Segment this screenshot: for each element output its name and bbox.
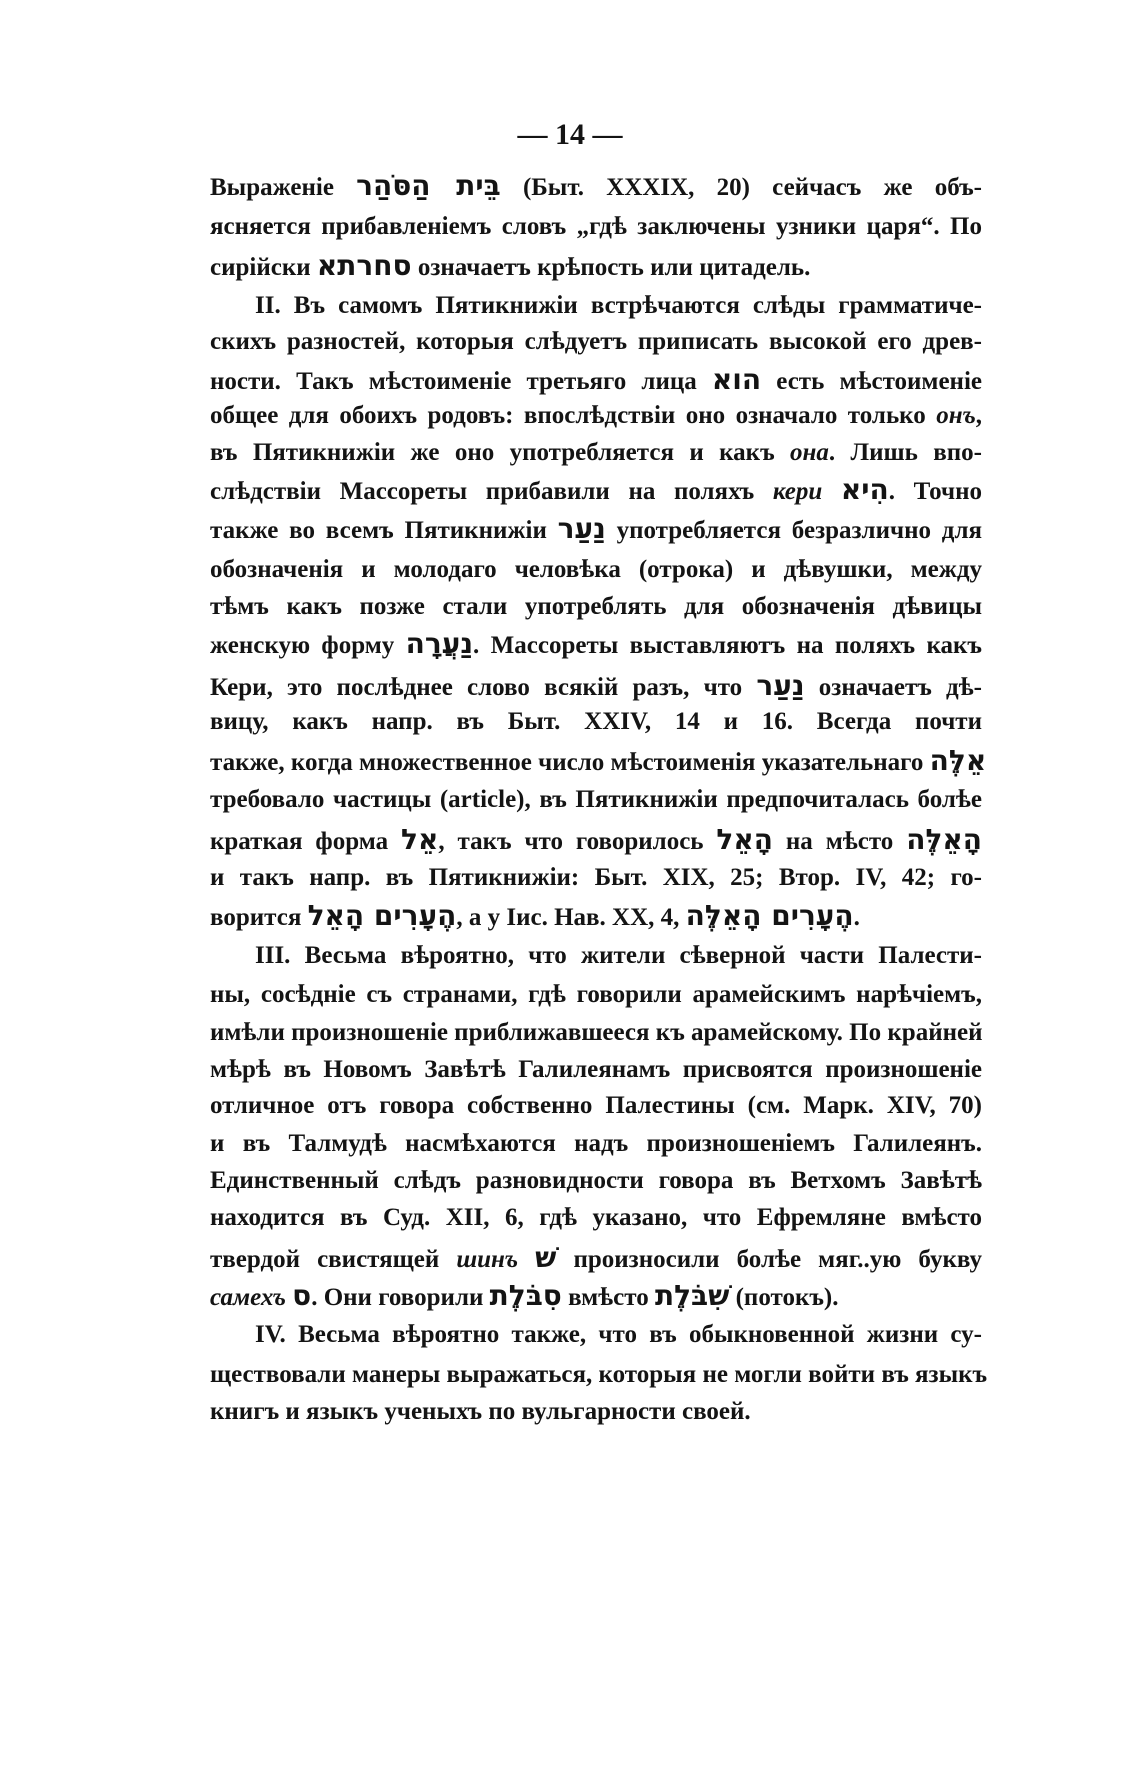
text-run: ясняется прибавленіемъ словъ „гдѣ заключены узники царя“. По (210, 213, 982, 240)
text-run: и такъ напр. въ Пятикнижіи: Быт. XIX, 25; Втор. IV, 42; го- (210, 864, 982, 891)
text-run: тѣмъ какъ позже стали употреблять для обозначенія дѣвицы (210, 593, 982, 620)
text-run: краткая форма (210, 828, 401, 855)
text-run: ности. Такъ мѣстоименіе третьяго лица (210, 368, 712, 395)
text-line (210, 669, 983, 702)
text-run: и въ Талмудѣ насмѣхаются надъ произношеніемъ Галилеянъ. (210, 1130, 982, 1157)
hebrew-word: סחרתא (316, 249, 412, 282)
text-line (210, 403, 982, 428)
text-run: скихъ разностей, которыя слѣдуетъ приписать высокой его древ- (210, 328, 982, 355)
text-run: Кери, это послѣднее слово всякій разъ, что (210, 674, 757, 701)
text-run: твердой свистящей (210, 1246, 457, 1273)
text-run: ны, сосѣдніе съ странами, гдѣ говорили арамейскимъ нарѣчіемъ, (210, 981, 982, 1008)
text-line (210, 865, 982, 890)
text-run: ворится (210, 904, 308, 931)
text-run: Единственный слѣдъ разновидности говора въ Ветхомъ Завѣтѣ (210, 1167, 982, 1194)
hebrew-word: ס (292, 1279, 312, 1312)
text-run: , такъ что говорилось (438, 828, 717, 855)
text-line (210, 1241, 982, 1274)
text-run: на мѣсто (772, 828, 907, 855)
text-line (210, 1168, 982, 1193)
text-line (210, 1279, 982, 1312)
text-run: ществовали манеры выражаться, которыя не могли войти въ языкъ (210, 1361, 988, 1388)
italic-term: шинъ (456, 1246, 519, 1273)
text-line (210, 1205, 982, 1230)
text-run: также во всемъ Пятикнижіи (210, 517, 558, 544)
text-line (210, 982, 982, 1007)
text-run: произносили болѣе мяг..ую букву (556, 1246, 982, 1273)
hebrew-word: הִיא (840, 473, 889, 506)
text-line (210, 512, 982, 545)
text-line (210, 473, 982, 506)
text-run: (потокъ). (729, 1284, 839, 1311)
text-run: есть мѣстоименіе (761, 368, 982, 395)
text-run: вицу, какъ напр. въ Быт. XXIV, 14 и 16. Всегда почти (210, 708, 982, 735)
text-run: . Они говорили (311, 1284, 490, 1311)
text-line (210, 1020, 982, 1045)
hebrew-word: שׁ (535, 1241, 557, 1274)
text-run: женскую форму (210, 632, 406, 659)
text-line (210, 1361, 988, 1388)
text-run: . Точно (888, 478, 982, 505)
text-line (210, 249, 982, 282)
text-run: (Быт. XXXIX, 20) сейчасъ же объ- (500, 174, 982, 201)
text-line (210, 1399, 982, 1424)
text-run (518, 1246, 535, 1273)
hebrew-word: סִבֹּלֶת (489, 1279, 562, 1312)
text-run: . Массореты выставляютъ на поляхъ какъ (473, 632, 982, 659)
hebrew-word: הוא (711, 363, 762, 396)
text-run: отличное отъ говора собственно Палестины (см. Марк. XIV, 70) (210, 1092, 982, 1119)
text-line (210, 1131, 982, 1156)
text-run: общее для обоихъ родовъ: впослѣдствіи оно означало только (210, 402, 937, 429)
hebrew-word: נַעַר (756, 669, 805, 702)
text-line (210, 169, 982, 202)
text-line (210, 214, 982, 239)
text-run: слѣдствіи Массореты прибавили на поляхъ (210, 478, 773, 505)
text-run: требовало частицы (article), въ Пятикнижіи предпочиталась болѣе (210, 786, 982, 813)
text-run: означаетъ дѣ- (804, 674, 983, 701)
text-run: . (853, 904, 860, 931)
hebrew-word: שִׁבֹּלֶת (654, 1279, 730, 1312)
text-run: . Лишь впо- (828, 439, 982, 466)
text-line (255, 1322, 982, 1347)
text-run: II. Въ самомъ Пятикнижіи встрѣчаются слѣды грамматиче- (255, 292, 982, 319)
text-line (210, 1057, 982, 1082)
text-run: IV. Весьма вѣроятно также, что въ обыкновенной жизни су- (255, 1321, 982, 1348)
text-line (210, 1093, 982, 1118)
text-line (255, 293, 982, 318)
hebrew-word: הָאֵלֶּה (906, 823, 982, 856)
hebrew-word: בֵּית הַסֹּהַר (356, 169, 501, 202)
hebrew-word: נַעֲרָה (405, 627, 474, 660)
text-line (210, 594, 982, 619)
text-line (210, 709, 982, 734)
hebrew-word: נַעַר (557, 512, 606, 545)
text-run: Выраженіе (210, 174, 357, 201)
text-line (210, 557, 982, 582)
page-number: — 14 — (517, 118, 623, 151)
hebrew-word: הֶעָרִים הָאֵל (307, 899, 457, 932)
text-line (210, 627, 982, 660)
text-run: III. Весьма вѣроятно, что жители сѣверной части Палести- (255, 942, 982, 969)
hebrew-word: אֵלֶּה (929, 744, 987, 777)
text-run: находится въ Суд. XII, 6, гдѣ указано, что Ефремляне вмѣсто (210, 1204, 982, 1231)
text-run: сирійски (210, 254, 317, 281)
italic-term: кери (772, 478, 823, 505)
text-line (210, 363, 982, 396)
hebrew-word: אֵל (401, 823, 439, 856)
text-line (210, 787, 982, 812)
text-run: имѣли произношеніе приближавшееся къ арамейскому. По крайней (210, 1019, 983, 1046)
text-line (210, 744, 987, 777)
text-line (255, 943, 982, 968)
text-line (210, 823, 982, 856)
text-line (210, 329, 982, 354)
italic-term: самехъ (210, 1284, 286, 1311)
text-run: , (975, 402, 982, 429)
text-run: также, когда множественное число мѣстоименія указательнаго (210, 749, 930, 776)
hebrew-word: הֶעָרִים הָאֵלֶּה (685, 899, 854, 932)
text-run: вмѣсто (561, 1284, 655, 1311)
text-run: книгъ и языкъ ученыхъ по вульгарности своей. (210, 1398, 751, 1425)
text-run: употребляется безразлично для (605, 517, 982, 544)
text-run: мѣрѣ въ Новомъ Завѣтѣ Галилеянамъ присвоятся произношеніе (210, 1056, 982, 1083)
text-line (210, 899, 982, 932)
text-run: въ Пятикнижіи же оно употребляется и какъ (210, 439, 791, 466)
text-run: обозначенія и молодаго человѣка (отрока) и дѣвушки, между (210, 556, 982, 583)
text-line (210, 440, 982, 465)
hebrew-word: הָאֵל (716, 823, 773, 856)
text-run (822, 478, 841, 505)
italic-term: она (790, 439, 829, 466)
text-run: , а у Іис. Нав. XX, 4, (456, 904, 686, 931)
italic-term: онъ (936, 402, 976, 429)
text-run: означаетъ крѣпость или цитадель. (411, 254, 811, 281)
